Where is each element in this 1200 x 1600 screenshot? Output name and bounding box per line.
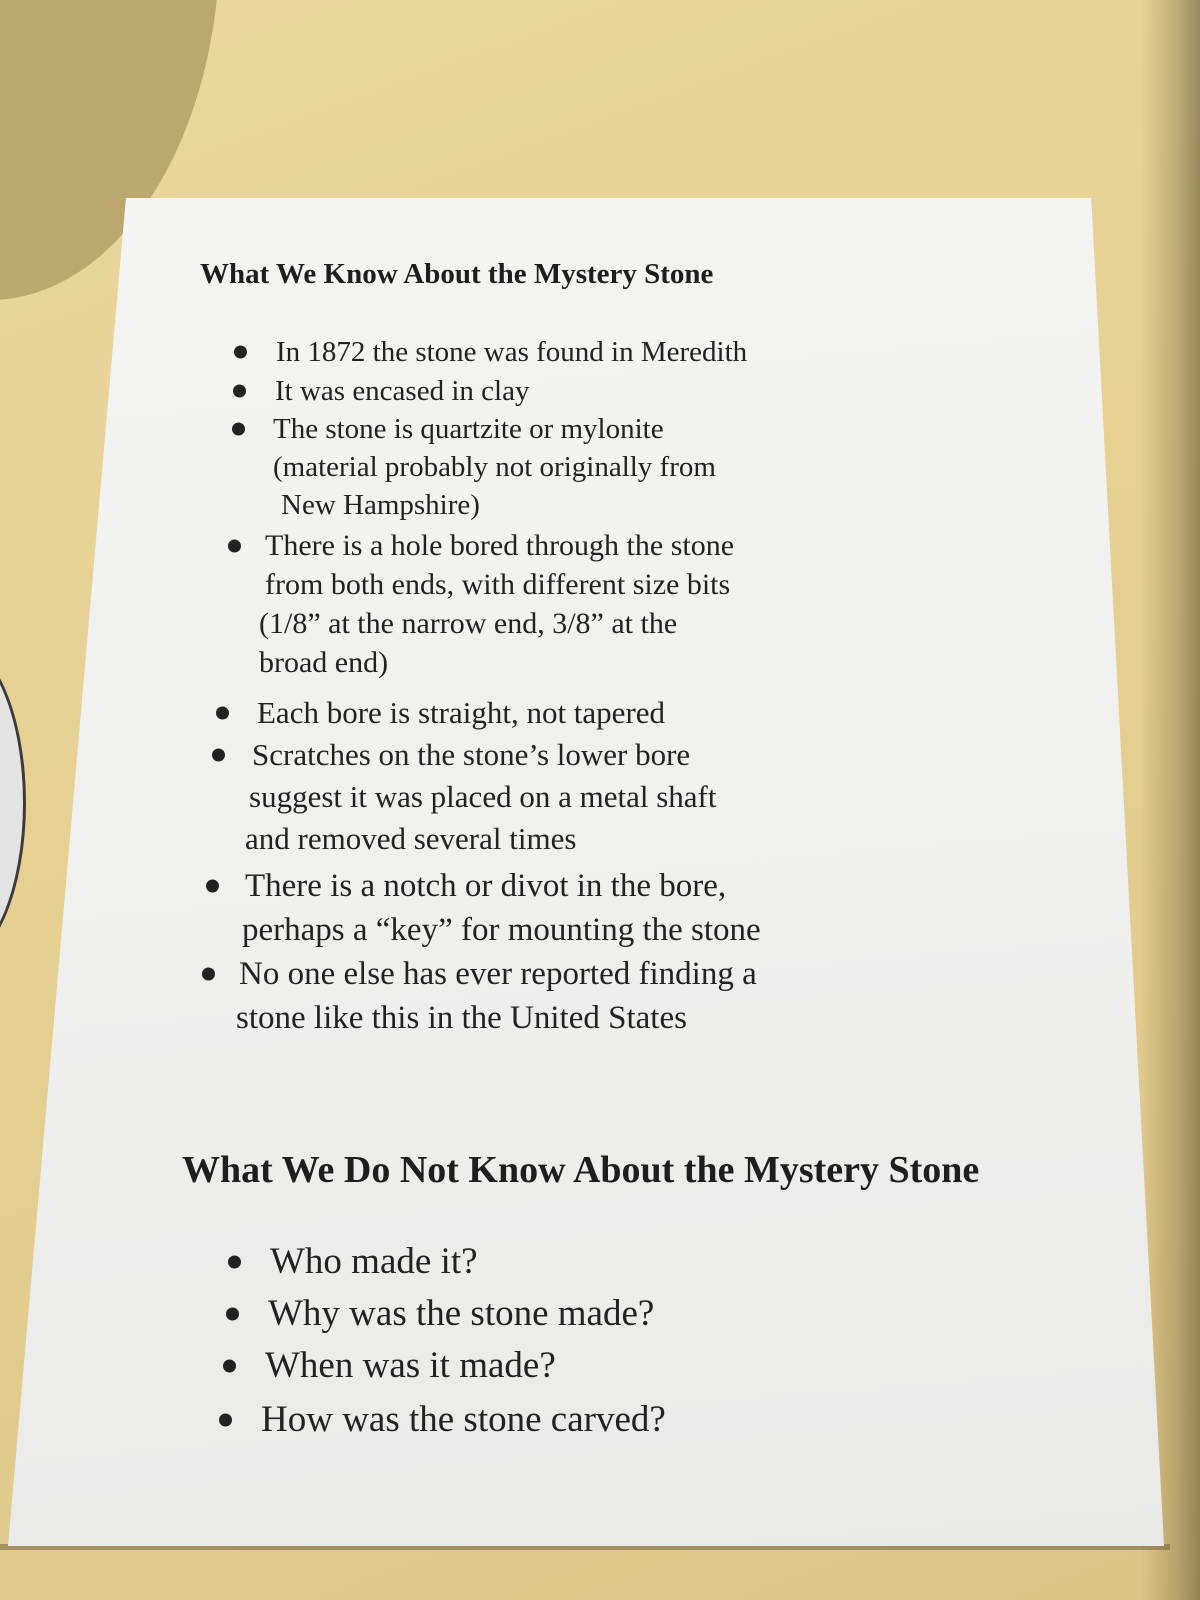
unknown-item <box>270 1236 478 1288</box>
known-item <box>273 410 716 524</box>
known-item-line: (1/8” at the narrow end, 3/8” at the <box>259 607 678 640</box>
bullet-dot-icon <box>228 1256 241 1269</box>
unknown-item <box>265 1340 556 1392</box>
known-item-line: There is a hole bored through the stone <box>265 529 735 562</box>
known-heading: What We Know About the Mystery Stone <box>200 258 714 290</box>
bullet-dot-icon <box>219 1414 232 1427</box>
unknown-heading: What We Do Not Know About the Mystery Stone <box>182 1149 980 1191</box>
unknown-item-line: When was it made? <box>265 1345 556 1386</box>
known-item-line: The stone is quartzite or mylonite <box>273 413 664 445</box>
bullet-dot-icon <box>228 539 241 552</box>
bullet-dot-icon <box>226 1308 239 1321</box>
known-item-line: No one else has ever reported finding a <box>239 956 757 992</box>
known-item-line: from both ends, with different size bits <box>265 568 731 601</box>
known-item <box>245 734 717 860</box>
known-item-line: It was encased in clay <box>275 375 530 407</box>
unknown-item <box>261 1394 666 1446</box>
known-item-line: broad end) <box>259 646 389 679</box>
bullet-dot-icon <box>223 1360 236 1373</box>
unknown-item <box>268 1288 654 1340</box>
known-item-line: and removed several times <box>245 821 577 856</box>
known-item <box>275 372 529 410</box>
unknown-item-line: How was the stone carved? <box>261 1399 666 1440</box>
bullet-dot-icon <box>206 880 219 893</box>
known-item-line: Each bore is straight, not tapered <box>257 695 666 730</box>
known-item <box>236 952 757 1040</box>
bullet-dot-icon <box>234 346 247 359</box>
known-item <box>242 864 761 952</box>
unknown-item-line: Why was the stone made? <box>268 1293 655 1334</box>
known-item-line: Scratches on the stone’s lower bore <box>252 737 691 772</box>
known-item-line: suggest it was placed on a metal shaft <box>249 779 717 814</box>
known-item <box>257 692 665 734</box>
bullet-dot-icon <box>232 423 245 436</box>
known-item-line: perhaps a “key” for mounting the stone <box>242 912 761 948</box>
known-item <box>276 333 747 371</box>
known-item-line: stone like this in the United States <box>236 1000 687 1036</box>
known-item-line: New Hampshire) <box>281 489 480 521</box>
known-item-line: (material probably not originally from <box>273 451 716 483</box>
bullet-dot-icon <box>233 385 246 398</box>
bullet-dot-icon <box>202 968 215 981</box>
known-item-line: In 1872 the stone was found in Meredith <box>276 336 748 368</box>
known-item-line: There is a notch or divot in the bore, <box>245 868 727 904</box>
unknown-item-line: Who made it? <box>270 1241 478 1282</box>
bullet-dot-icon <box>216 707 229 720</box>
bullet-dot-icon <box>212 749 225 762</box>
known-item <box>259 526 735 682</box>
